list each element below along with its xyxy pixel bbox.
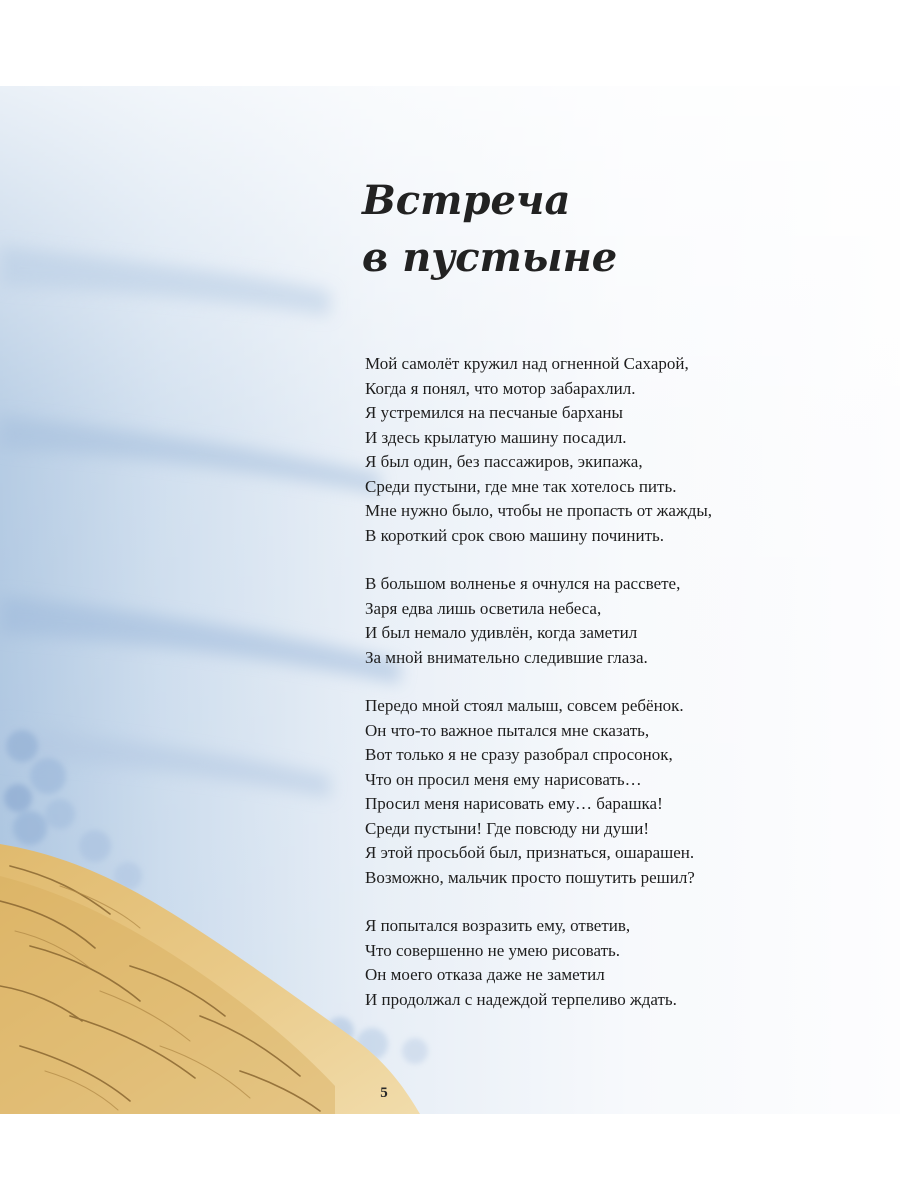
poem-line: Среди пустыни, где мне так хотелось пить. xyxy=(365,476,677,496)
poem-line: И продолжал с надеждой терпеливо ждать. xyxy=(365,989,677,1009)
poem-line: И был немало удивлён, когда заметил xyxy=(365,623,638,642)
poem-line: Мой самолёт кружил над огненной Сахарой, xyxy=(365,354,689,373)
poem-line: Я попытался возразить ему, ответив, xyxy=(365,916,631,935)
book-page xyxy=(0,86,900,1114)
stanza xyxy=(365,694,795,890)
poem-line: И здесь крылатую машину посадил. xyxy=(365,427,627,447)
poem-line: Вот только я не сразу разобрал спросонок, xyxy=(365,745,673,764)
stanza xyxy=(365,914,795,1012)
poem-line: Я был один, без пассажиров, экипажа, xyxy=(365,452,643,471)
poem-line: Среди пустыни! Где повсюду ни души! xyxy=(365,818,650,838)
poem-line: Возможно, мальчик просто пошутить решил? xyxy=(365,867,695,887)
page-number: 5 xyxy=(380,1085,388,1101)
poem-line: Мне нужно было, чтобы не пропасть от жажды, xyxy=(365,501,713,520)
poem-line: Заря едва лишь осветила небеса, xyxy=(365,598,602,618)
poem-line: Что он просил меня ему нарисовать… xyxy=(365,769,642,789)
poem-line: Он моего отказа даже не заметил xyxy=(365,965,605,984)
page-title-line-1: Встреча xyxy=(362,177,571,224)
poem-line: Передо мной стоял малыш, совсем ребёнок. xyxy=(365,696,684,715)
page-title-line-2: в пустыне xyxy=(362,234,618,281)
stanza xyxy=(365,572,795,670)
poem-line: Я устремился на песчаные барханы xyxy=(365,403,623,422)
poem-line: В короткий срок свою машину починить. xyxy=(365,525,665,545)
poem-line: Что совершенно не умею рисовать. xyxy=(365,940,621,960)
stanza xyxy=(365,352,795,548)
poem-line: Просил меня нарисовать ему… барашка! xyxy=(365,794,663,813)
poem-line: Я этой просьбой был, признаться, ошарашен. xyxy=(365,843,695,862)
poem-line: Он что-то важное пытался мне сказать, xyxy=(365,720,650,740)
page-title xyxy=(362,172,782,286)
poem-line: В большом волненье я очнулся на рассвете, xyxy=(365,574,681,593)
poem-line: Когда я понял, что мотор забарахлил. xyxy=(365,378,636,398)
poem xyxy=(365,352,795,1036)
poem-line: За мной внимательно следившие глаза. xyxy=(365,647,648,667)
